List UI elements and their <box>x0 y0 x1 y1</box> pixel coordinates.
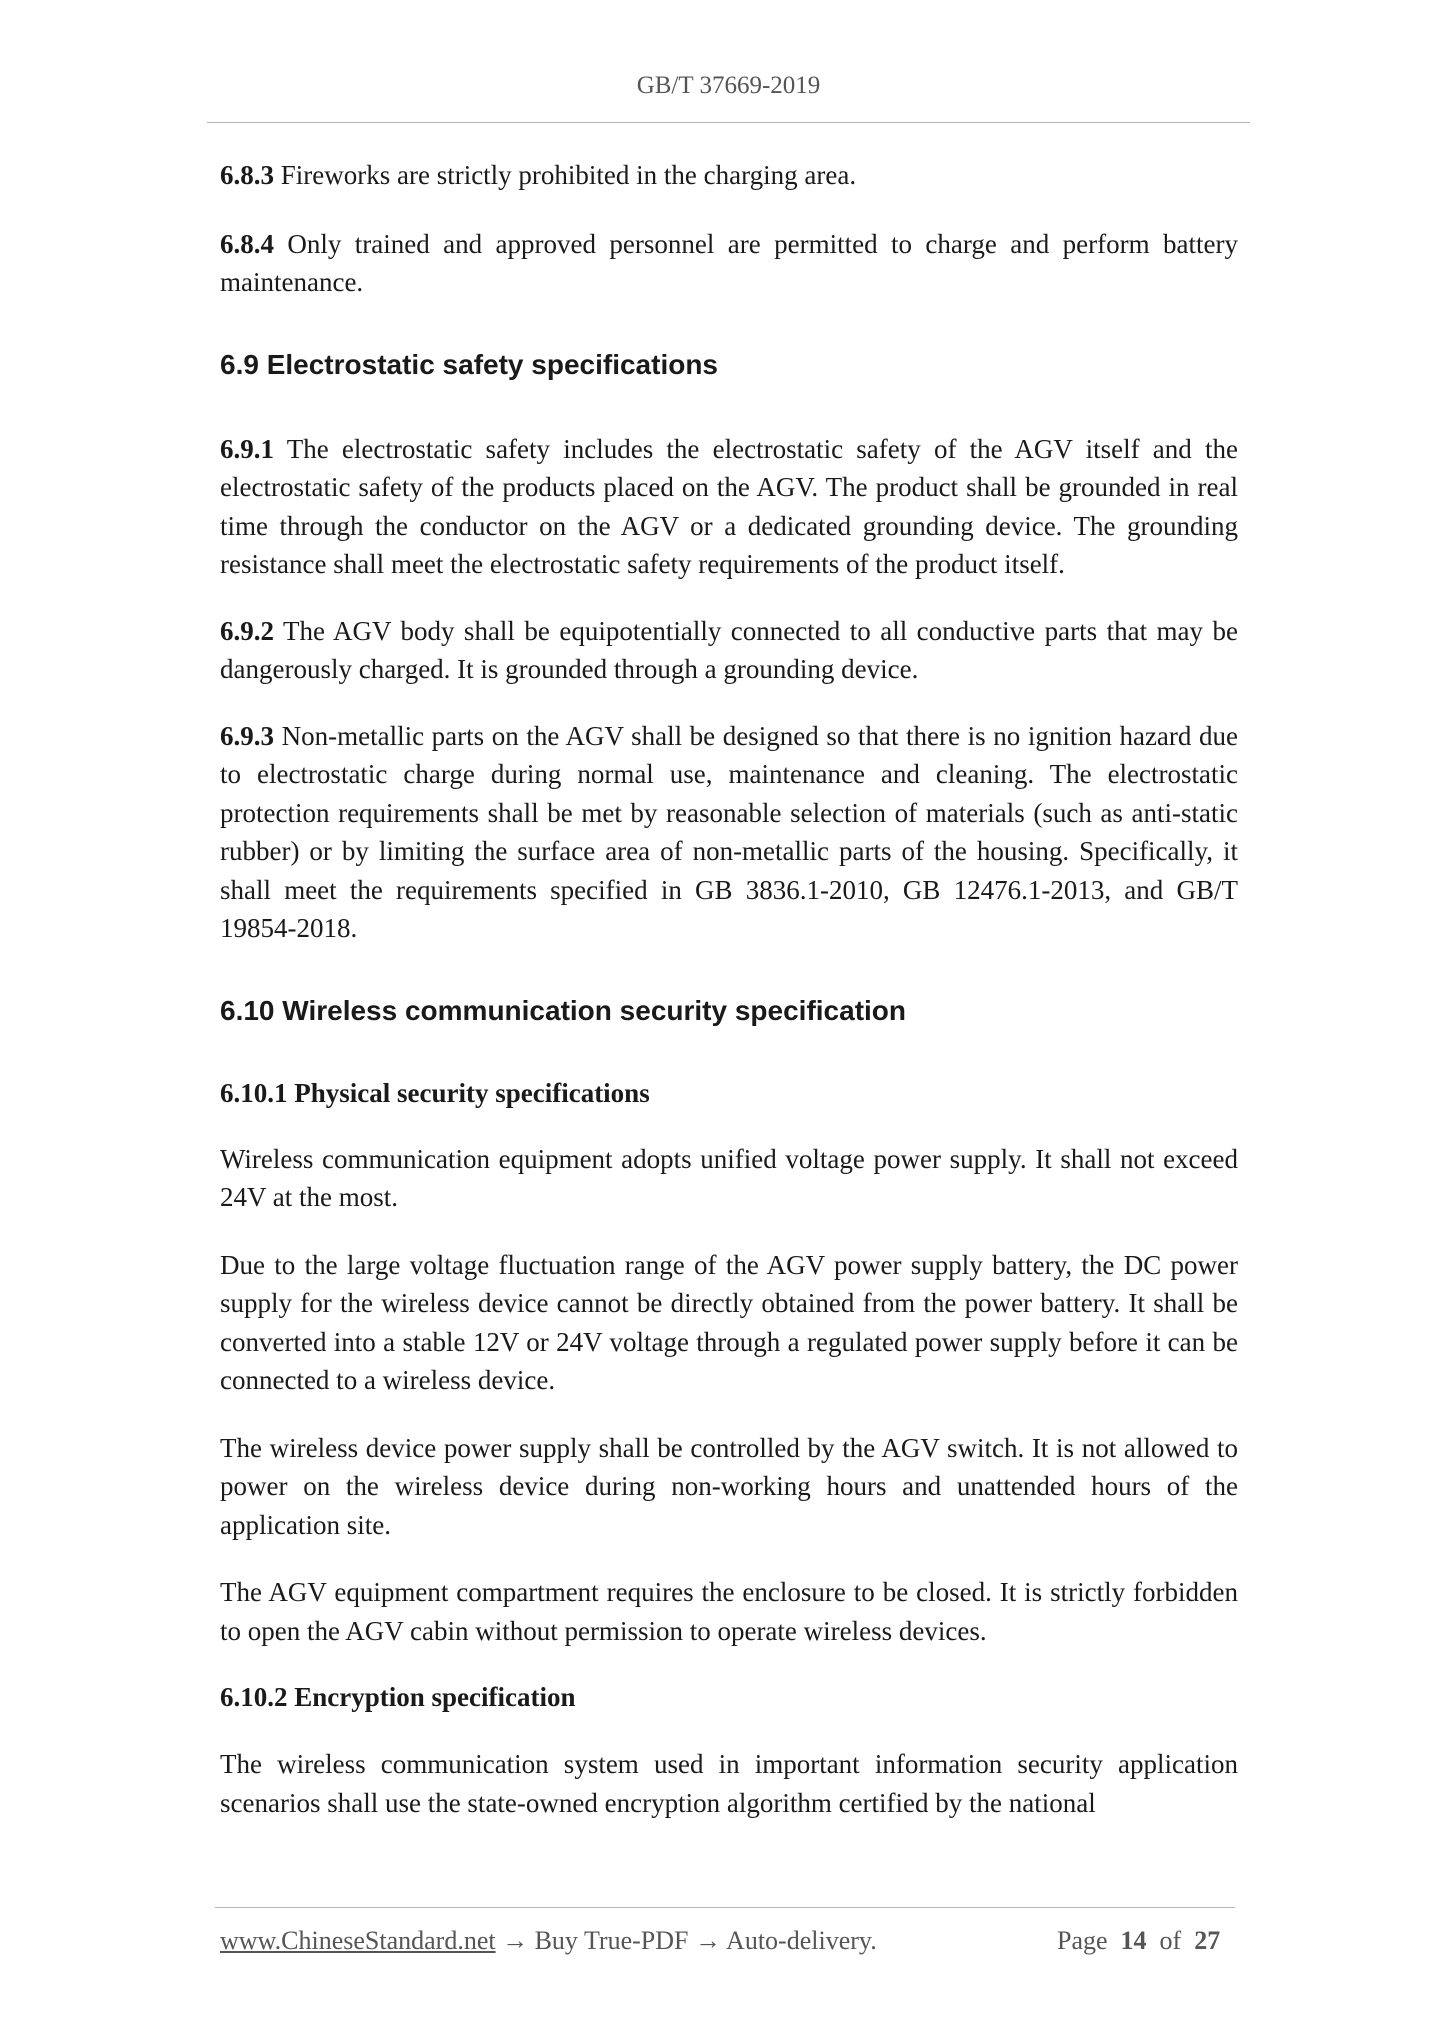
clause-6-8-4 <box>220 225 1238 302</box>
paragraph-physical-2: Due to the large voltage fluctuation range of the AGV power supply battery, the DC power supply for the wireless device cannot be directly obtained from the power battery. It shall be converted into a stable 12V or 24V voltage through a regulated power supply before it can be connected to a wireless device. <box>220 1249 1238 1395</box>
document-id-header: GB/T 37669-2019 <box>636 72 821 99</box>
page-total: 27 <box>1194 1926 1221 1955</box>
clause-text: The AGV body shall be equipotentially connected to all conductive parts that may be dangerously charged. It is grounded through a grounding device. <box>220 615 1238 684</box>
page-number: 14 <box>1120 1926 1147 1955</box>
of-label: of <box>1159 1926 1182 1955</box>
clause-number: 6.9.3 <box>220 720 274 751</box>
clause-6-8-3 <box>220 156 1238 195</box>
header-divider <box>207 122 1250 123</box>
paragraph-physical-4: The AGV equipment compartment requires the enclosure to be closed. It is strictly forbidden to open the AGV cabin without permission to operate wireless devices. <box>220 1577 1238 1646</box>
subsection-heading-6-10-2: 6.10.2 Encryption specification <box>220 1682 576 1712</box>
section-heading-6-9: 6.9 Electrostatic safety specifications <box>220 348 718 380</box>
clause-6-9-3 <box>220 717 1238 948</box>
page-label: Page <box>1057 1926 1108 1955</box>
clause-text: Only trained and approved personnel are permitted to charge and perform battery maintenance. <box>220 228 1238 297</box>
clause-text: The electrostatic safety includes the electrostatic safety of the AGV itself and the electrostatic safety of the products placed on the AGV. The product shall be grounded in real time through the conductor on the AGV or a dedicated grounding device. The grounding resistance shall meet the electrostatic safety requirements of the product itself. <box>220 433 1238 579</box>
site-link[interactable]: www.ChineseStandard.net <box>220 1926 496 1955</box>
footer-divider <box>215 1907 1235 1908</box>
clause-text: Non-metallic parts on the AGV shall be designed so that there is no ignition hazard due to electrostatic charge during normal use, maintenance and cleaning. The electrostatic protection requirements shall be met by reasonable selection of materials (such as anti-static rubber) or by limiting the surface area of non-metallic parts of the housing. Specifically, it shall meet the requirements specified in GB 3836.1-2010, GB 12476.1-2013, and GB/T 19854-2018. <box>220 720 1238 943</box>
clause-number: 6.8.4 <box>220 228 274 259</box>
page-indicator <box>1057 1926 1220 1956</box>
clause-6-9-1 <box>220 430 1238 584</box>
clause-number: 6.9.2 <box>220 615 274 646</box>
clause-text: Fireworks are strictly prohibited in the charging area. <box>274 160 857 190</box>
paragraph-physical-3: The wireless device power supply shall be controlled by the AGV switch. It is not allowed to power on the wireless device during non-working hours and unattended hours of the application site. <box>220 1432 1238 1540</box>
paragraph-encryption-1: The wireless communication system used in important information security application scenarios shall use the state-owned encryption algorithm certified by the national <box>220 1749 1238 1818</box>
section-heading-6-10: 6.10 Wireless communication security specification <box>220 994 906 1026</box>
clause-number: 6.9.1 <box>220 433 274 464</box>
page-content <box>220 150 1238 1822</box>
footer-promo <box>220 1926 877 1956</box>
clause-number: 6.8.3 <box>220 160 274 190</box>
subsection-heading-6-10-1: 6.10.1 Physical security specifications <box>220 1077 650 1108</box>
paragraph-physical-1: Wireless communication equipment adopts unified voltage power supply. It shall not exceed 24V at the most. <box>220 1143 1238 1212</box>
promo-text: → Buy True-PDF → Auto-delivery. <box>495 1926 877 1955</box>
clause-6-9-2 <box>220 612 1238 689</box>
